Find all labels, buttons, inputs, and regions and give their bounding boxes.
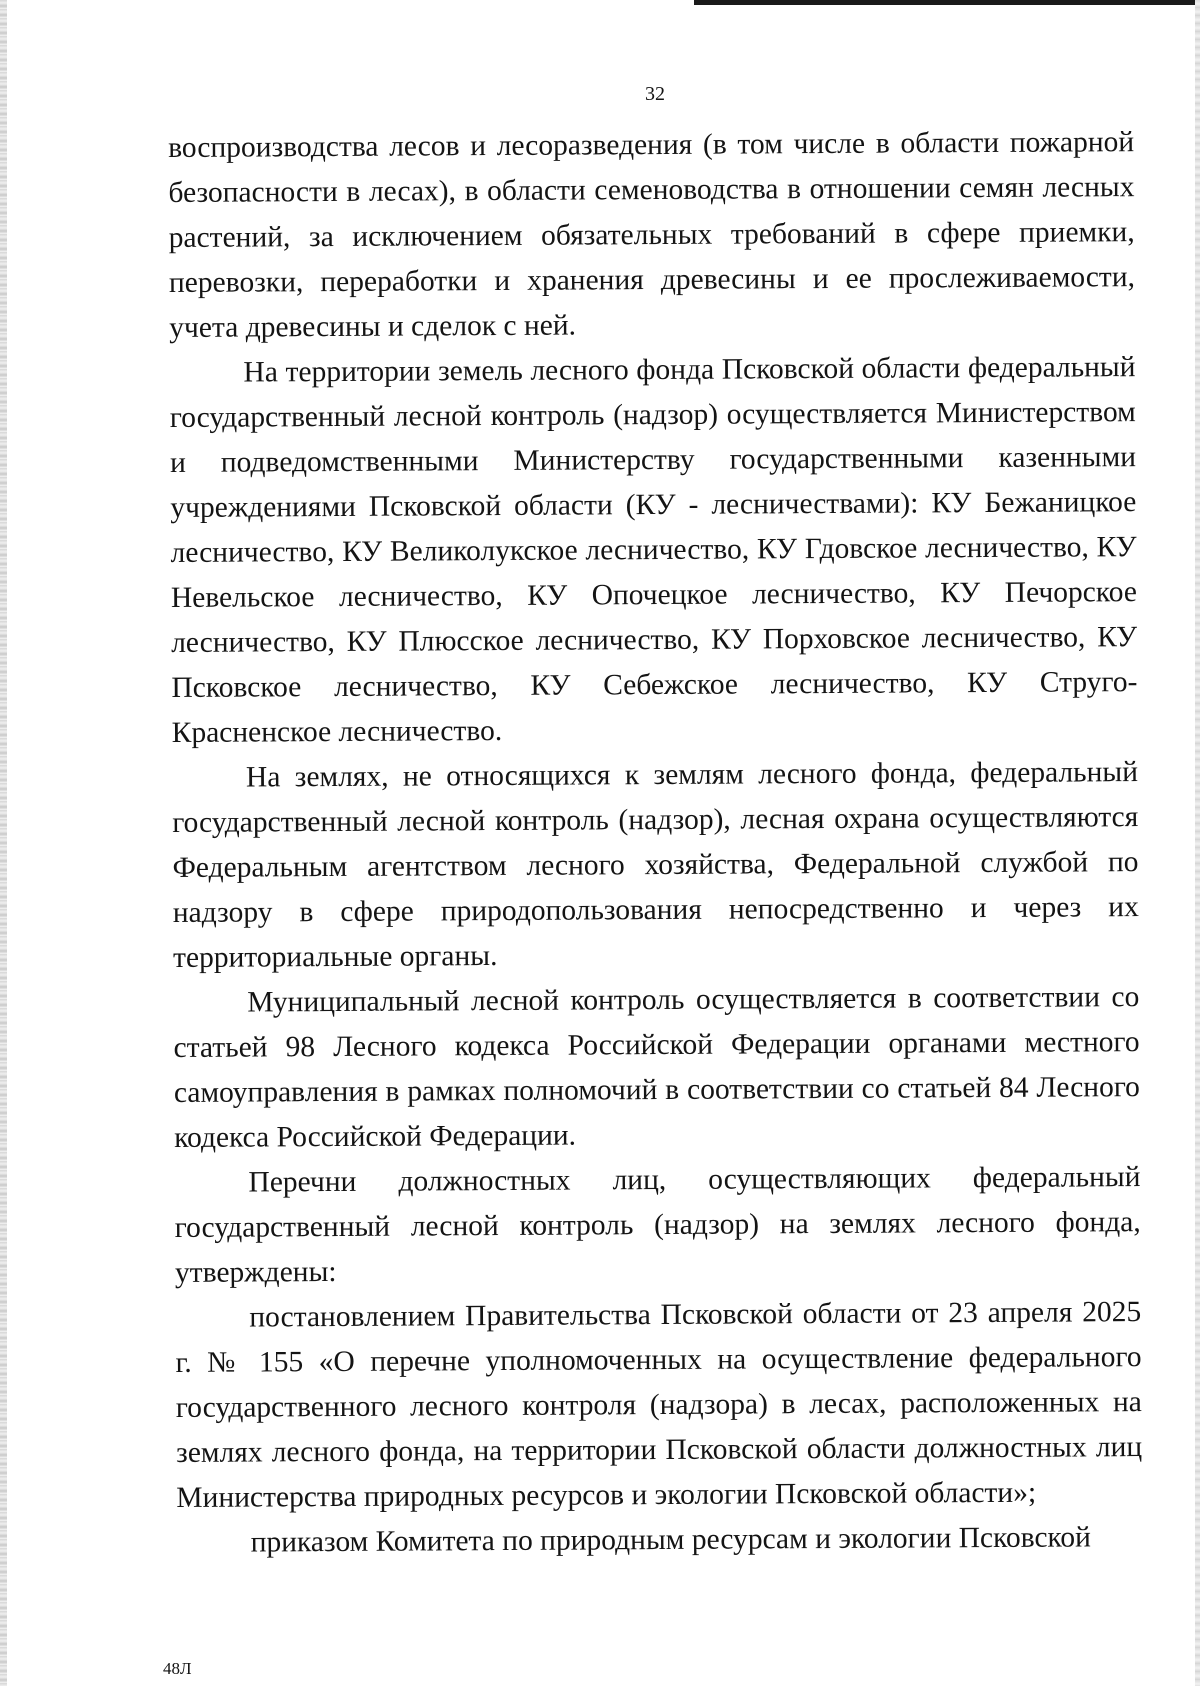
paragraph-continuation: воспроизводства лесов и лесоразведения (в том числе в области пожарной безопасности в лесах), в области семеноводства в отношении семян лесных растений, за исключением обязательных требований в сфере приемки, перевозки, переработки и хранения древесины и ее прослеживаемости, учета древесины и сделок с ней.: [168, 126, 1136, 344]
footer-document-code: 48Л: [163, 1659, 192, 1678]
page-number: 32: [645, 83, 665, 105]
scan-right-edge: [1195, 0, 1200, 1686]
paragraph-committee-order: приказом Комитета по природным ресурсам и экологии Псковской: [250, 1521, 1091, 1559]
top-border-line: [694, 0, 1200, 5]
paragraph-municipal-control: Муниципальный лесной контроль осуществляется в соответствии со статьей 98 Лесного кодекса Российской Федерации органами местного самоуправления в рамках полномочий в соответствии со статьей 84 Лесного кодекса Российской Федерации.: [173, 981, 1140, 1154]
paragraph-official-lists: Перечни должностных лиц, осуществляющих федеральный государственный лесной контроль (надзор) на землях лесного фонда, утверждены:: [174, 1161, 1141, 1289]
document-body: [168, 120, 1143, 1566]
paragraph-non-forest-lands: На землях, не относящихся к землям лесного фонда, федеральный государственный лесной контроль (надзор), лесная охрана осуществляются Федеральным агентством лесного хозяйства, Федеральной службой по надзору в сфере природопользования непосредственно и через их территориальные органы.: [172, 756, 1139, 974]
paragraph-forest-territories: На территории земель лесного фонда Псковской области федеральный государственный лесной контроль (надзор) осуществляется Министерством и подведомственными Министерству государственными казенными учреждениями Псковской области (КУ - лесничествами): КУ Бежаницкое лесничество, КУ Великолукское лесничество, КУ Гдовское лесничество, КУ Невельское лесничество, КУ Опочецкое лесничество, КУ Печорское лесничество, КУ Плюсское лесничество, КУ Порховское лесничество, КУ Псковское лесничество, КУ Себежское лесничество, КУ Струго-Красненское лесничество.: [169, 351, 1138, 749]
paragraph-government-decree: постановлением Правительства Псковской области от 23 апреля 2025 г. № 155 «О перечне уполномоченных на осуществление федерального государственного лесного контроля (надзора) в лесах, расположенных на землях лесного фонда, на территории Псковской области должностных лиц Министерства природных ресурсов и экологии Псковской области»;: [175, 1296, 1143, 1514]
scan-left-edge: [0, 0, 7, 1686]
